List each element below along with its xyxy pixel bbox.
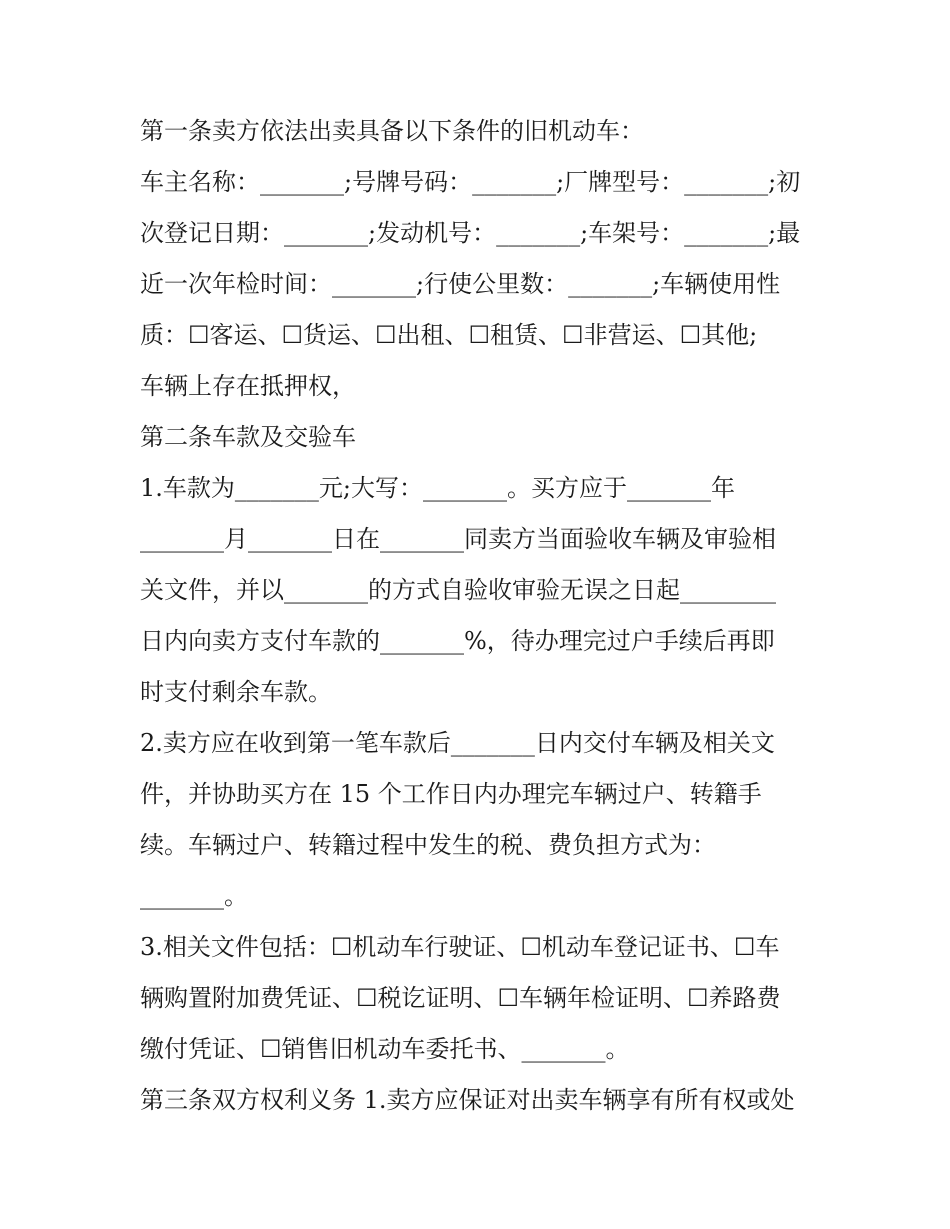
article-3-heading: 第三条双方权利义务 1.卖方应保证对出卖车辆享有所有权或处	[140, 1086, 795, 1114]
text-line: 近一次年检时间：_______;行使公里数：_______;车辆使用性	[140, 270, 781, 298]
text-line: 辆购置附加费凭证、☐税讫证明、☐车辆年检证明、☐养路费	[140, 984, 781, 1012]
text-line: 车辆上存在抵押权，	[140, 372, 356, 400]
text-line: 2.卖方应在收到第一笔车款后_______日内交付车辆及相关文	[140, 729, 775, 757]
text-line: 质：☐客运、☐货运、☐出租、☐租赁、☐非营运、☐其他;	[140, 321, 758, 349]
text-line: 车主名称：_______;号牌号码：_______;厂牌型号：_______;初	[140, 168, 801, 196]
text-line: 缴付凭证、☐销售旧机动车委托书、_______。	[140, 1035, 630, 1063]
article-2-heading: 第二条车款及交验车	[140, 423, 356, 451]
text-line: _______月_______日在_______同卖方当面验收车辆及审验相	[140, 525, 776, 553]
text-line: 续。车辆过户、转籍过程中发生的税、费负担方式为：	[140, 831, 716, 859]
text-line: 日内向卖方支付车款的_______%，待办理完过户手续后再即	[140, 627, 775, 655]
text-line: 1.车款为_______元;大写：_______。买方应于_______年	[140, 474, 735, 502]
text-line: 时支付剩余车款。	[140, 678, 332, 706]
text-line: 次登记日期：_______;发动机号：_______;车架号：_______;最	[140, 219, 801, 247]
contract-text	[140, 106, 820, 1126]
article-1-heading: 第一条卖方依法出卖具备以下条件的旧机动车：	[140, 117, 644, 145]
text-line: 关文件，并以_______的方式自验收审验无误之日起________	[140, 576, 776, 604]
text-line: _______。	[140, 882, 248, 910]
text-line: 件，并协助买方在 15 个工作日内办理完车辆过户、转籍手	[140, 780, 762, 808]
text-line: 3.相关文件包括：☐机动车行驶证、☐机动车登记证书、☐车	[140, 933, 780, 961]
